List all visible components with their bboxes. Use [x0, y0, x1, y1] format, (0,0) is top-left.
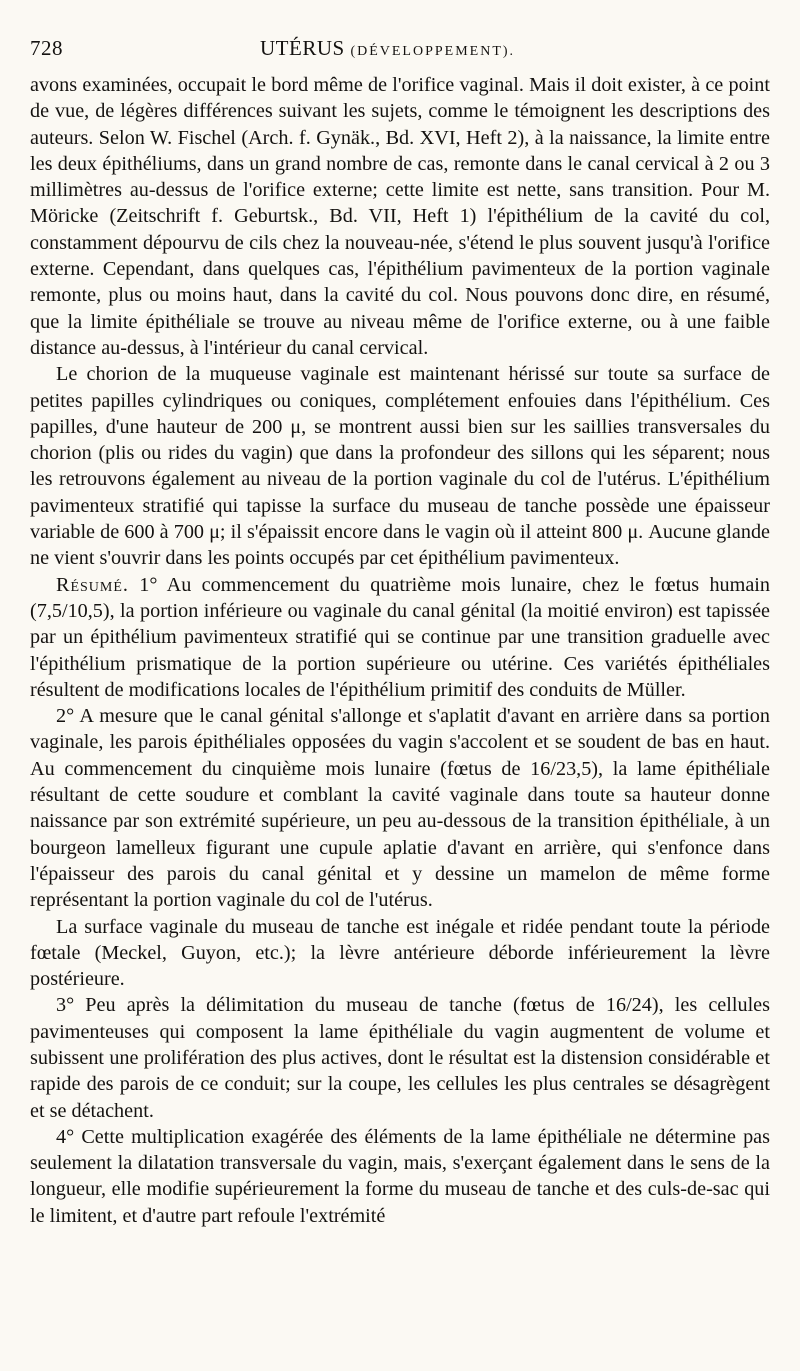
- paragraph-text: 1° Au commencement du quatrième mois lunaire, chez le fœtus humain (7,5/10,5), la portion inférieure ou vaginale du canal génital (la moitié environ) est tapissée par un épithélium pavimenteux stratifié qui se continue par une transition graduelle avec l'épithélium prismatique de la portion supérieure ou utérine. Ces variétés épithéliales résultent de modifications locales de l'épithélium primitif des conduits de Müller.: [30, 573, 771, 701]
- running-title-subtitle: (DÉVELOPPEMENT).: [350, 44, 516, 59]
- paragraph: [30, 72, 770, 361]
- page-header: [30, 28, 770, 62]
- paragraph-resume: [30, 572, 770, 703]
- running-title-main: UTÉRUS: [260, 36, 345, 60]
- paragraph-text: avons examinées, occupait le bord même de l'orifice vaginal. Mais il doit exister, à ce point de vue, de légères différences suivant les sujets, comme le témoignent les descriptions des auteurs. Selon W. Fischel (Arch. f. Gynäk., Bd. XVI, Heft 2), à la naissance, la limite entre les deux épithéliums, dans un grand nombre de cas, remonte dans le canal cervical à 2 ou 3 millimètres au-dessus de l'orifice externe; cette limite est nette, sans transition. Pour M. Möricke (Zeitschrift f. Geburtsk., Bd. VII, Heft 1) l'épithélium de la cavité du col, constamment dépourvu de cils chez la nouveau-née, s'étend le plus souvent jusqu'à l'orifice externe. Cependant, dans quelques cas, l'épithélium pavimenteux de la portion vaginale remonte, plus ou moins haut, dans la cavité du col. Nous pouvons donc dire, en résumé, que la limite épithéliale se trouve au niveau même de l'orifice externe, ou à une faible distance au-dessus, à l'intérieur du canal cervical.: [30, 74, 770, 359]
- running-title: [260, 36, 515, 61]
- paragraph-text: 4° Cette multiplication exagérée des éléments de la lame épithéliale ne détermine pas seulement la dilatation transversale du vagin, mais, s'exerçant également dans le sens de la longueur, elle modifie supérieurement la forme du museau de tanche et des culs-de-sac qui le limitent, et d'autre part refoule l'extrémité: [30, 1125, 770, 1227]
- paragraph: [30, 914, 770, 993]
- paragraph-text: 3° Peu après la délimitation du museau de tanche (fœtus de 16/24), les cellules pavimenteuses qui composent la lame épithéliale du vagin augmentent de volume et subissent une prolifération des plus actives, dont le résultat est la distension considérable et rapide des parois de ce conduit; sur la coupe, les cellules les plus centrales se désagrègent et se détachent.: [30, 994, 770, 1122]
- paragraph-lead: Résumé.: [56, 573, 129, 596]
- paragraph-text: Le chorion de la muqueuse vaginale est maintenant hérissé sur toute sa surface de petites papilles cylindriques ou coniques, complétement enfouies dans l'épithélium. Ces papilles, d'une hauteur de 200 μ, se montrent aussi bien sur les saillies transversales du chorion (plis ou rides du vagin) que dans la profondeur des sillons qui les séparent; nous les retrouvons également au niveau de la portion vaginale du col de l'utérus. L'épithélium pavimenteux stratifié qui tapisse la surface du museau de tanche possède une épaisseur variable de 600 à 700 μ; il s'épaissit encore dans le vagin où il atteint 800 μ. Aucune glande ne vient s'ouvrir dans les points occupés par cet épithélium pavimenteux.: [30, 363, 770, 570]
- paragraph: [30, 703, 770, 913]
- paragraph-text: 2° A mesure que le canal génital s'allonge et s'aplatit d'avant en arrière dans sa portion vaginale, les parois épithéliales opposées du vagin s'accolent et se soudent de bas en haut. Au commencement du cinquième mois lunaire (fœtus de 16/23,5), la lame épithéliale résultant de cette soudure et comblant la cavité vaginale dans toute sa hauteur donne naissance par son extrémité supérieure, un peu au-dessous de la transition épithéliale, à un bourgeon lamelleux figurant une cupule aplatie d'avant en arrière, qui s'enfonce dans l'épaisseur des parois du canal génital et y dessine un mamelon de même forme représentant la portion vaginale du col de l'utérus.: [30, 705, 770, 912]
- page-number: 728: [30, 36, 63, 60]
- paragraph: [30, 1124, 770, 1229]
- paragraph: [30, 361, 770, 571]
- paragraph-text: La surface vaginale du museau de tanche est inégale et ridée pendant toute la période fœtale (Meckel, Guyon, etc.); la lèvre antérieure déborde inférieurement la lèvre postérieure.: [30, 915, 770, 991]
- body-text: [30, 72, 770, 1229]
- paragraph: [30, 992, 770, 1123]
